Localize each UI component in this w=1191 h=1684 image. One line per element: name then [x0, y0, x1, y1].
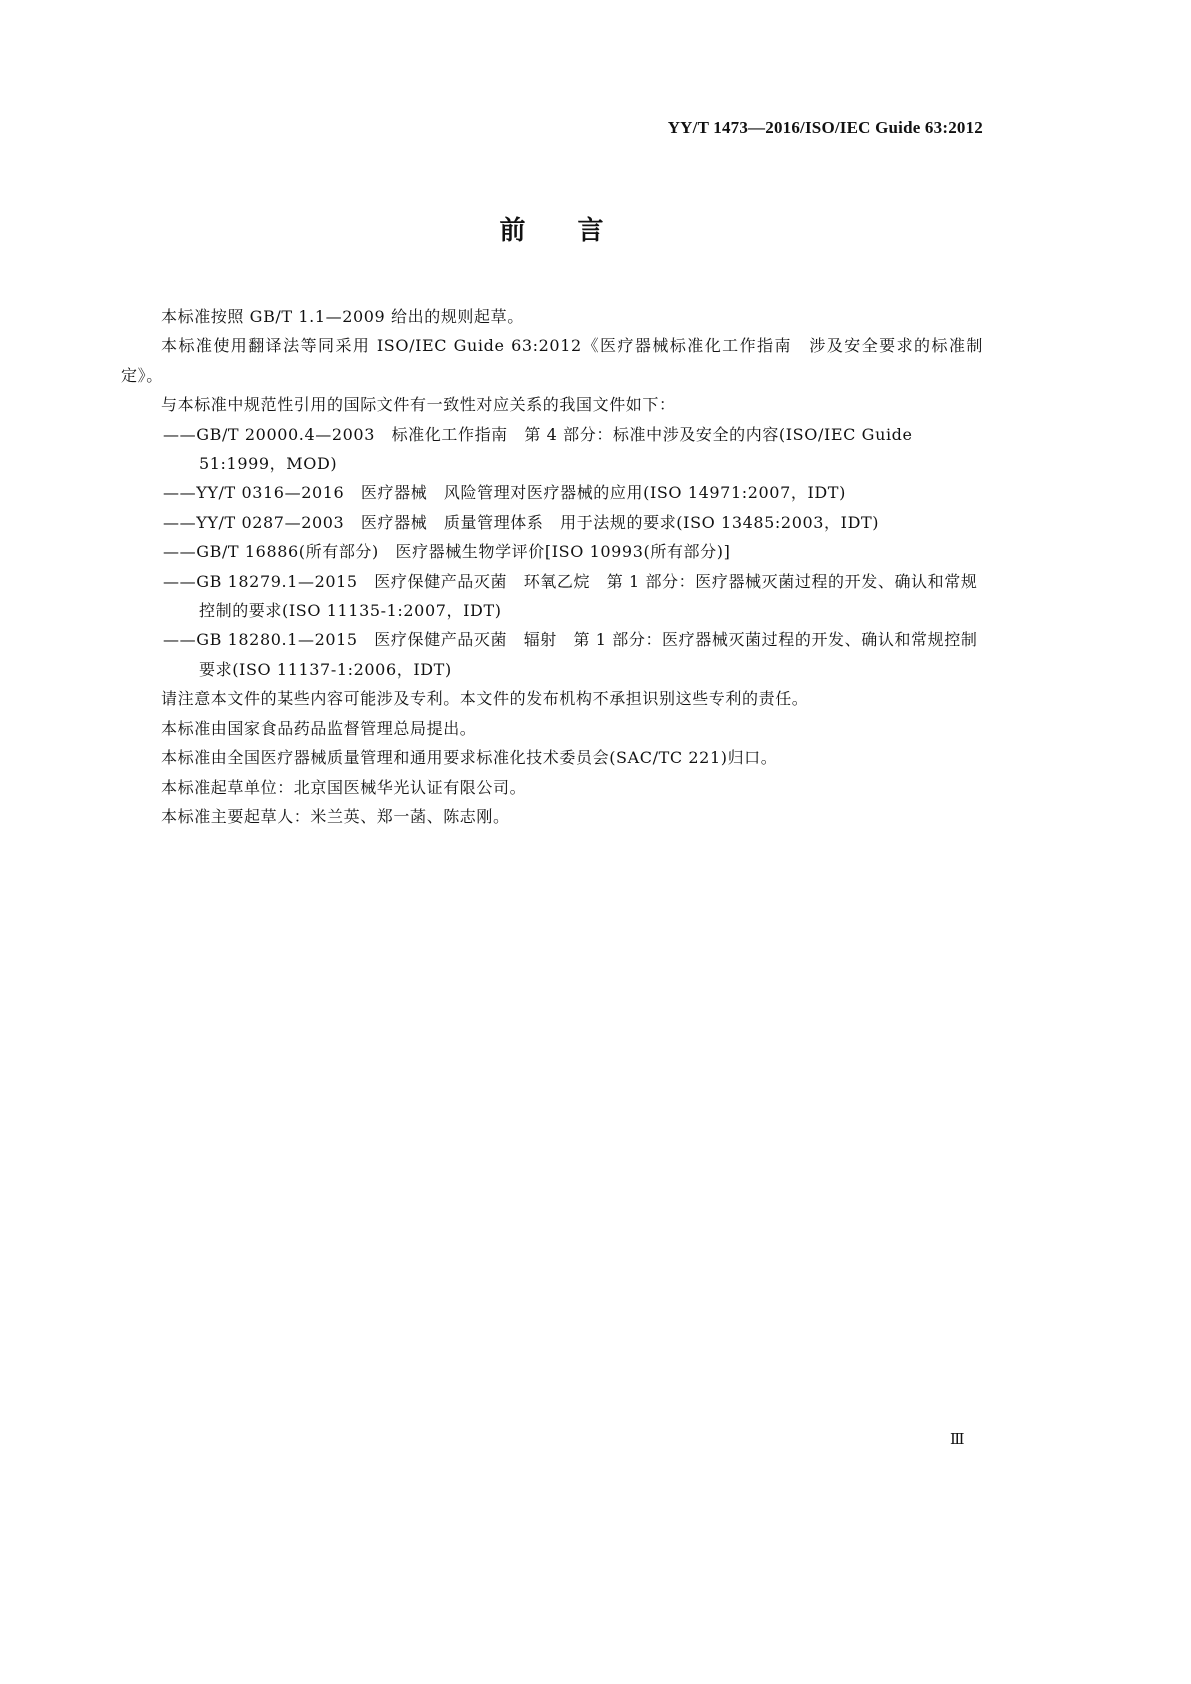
- reference-item: ——GB 18279.1—2015 医疗保健产品灭菌 环氧乙烷 第 1 部分：医疗器械灭菌过程的开发、确认和常规控制的要求(ISO 11135-1:2007，IDT): [163, 571, 978, 621]
- proposed-by: 本标准由国家食品药品监督管理总局提出。: [161, 718, 477, 738]
- foreword-body: [121, 302, 983, 831]
- reference-item: ——GB/T 16886(所有部分) 医疗器械生物学评价[ISO 10993(所有部分)]: [163, 542, 731, 562]
- paragraph-adoption: 本标准使用翻译法等同采用 ISO/IEC Guide 63:2012《医疗器械标准化工作指南 涉及安全要求的标准制定》。: [121, 336, 983, 385]
- paragraph-reference-intro: 与本标准中规范性引用的国际文件有一致性对应关系的我国文件如下：: [161, 395, 676, 415]
- drafting-unit: 本标准起草单位：北京国医械华光认证有限公司。: [161, 777, 527, 797]
- reference-item: ——GB/T 20000.4—2003 标准化工作指南 第 4 部分：标准中涉及安全的内容(ISO/IEC Guide 51:1999，MOD): [163, 424, 913, 474]
- drafters: 本标准主要起草人：米兰英、郑一菡、陈志刚。: [161, 806, 510, 826]
- reference-item: ——GB 18280.1—2015 医疗保健产品灭菌 辐射 第 1 部分：医疗器械灭菌过程的开发、确认和常规控制要求(ISO 11137-1:2006，IDT): [163, 630, 978, 679]
- page-title: 前言: [499, 216, 656, 246]
- page-number: Ⅲ: [950, 1432, 965, 1448]
- reference-item: ——YY/T 0287—2003 医疗器械 质量管理体系 用于法规的要求(ISO 13485:2003，IDT): [163, 512, 880, 532]
- patent-notice: 请注意本文件的某些内容可能涉及专利。本文件的发布机构不承担识别这些专利的责任。: [161, 689, 809, 709]
- centralized-by: 本标准由全国医疗器械质量管理和通用要求标准化技术委员会(SAC/TC 221)归口。: [161, 748, 778, 768]
- reference-item: ——YY/T 0316—2016 医疗器械 风险管理对医疗器械的应用(ISO 14971:2007，IDT): [163, 483, 846, 503]
- standard-code-header: YY/T 1473—2016/ISO/IEC Guide 63:2012: [667, 118, 983, 137]
- paragraph-drafting-rules: 本标准按照 GB/T 1.1—2009 给出的规则起草。: [161, 307, 524, 326]
